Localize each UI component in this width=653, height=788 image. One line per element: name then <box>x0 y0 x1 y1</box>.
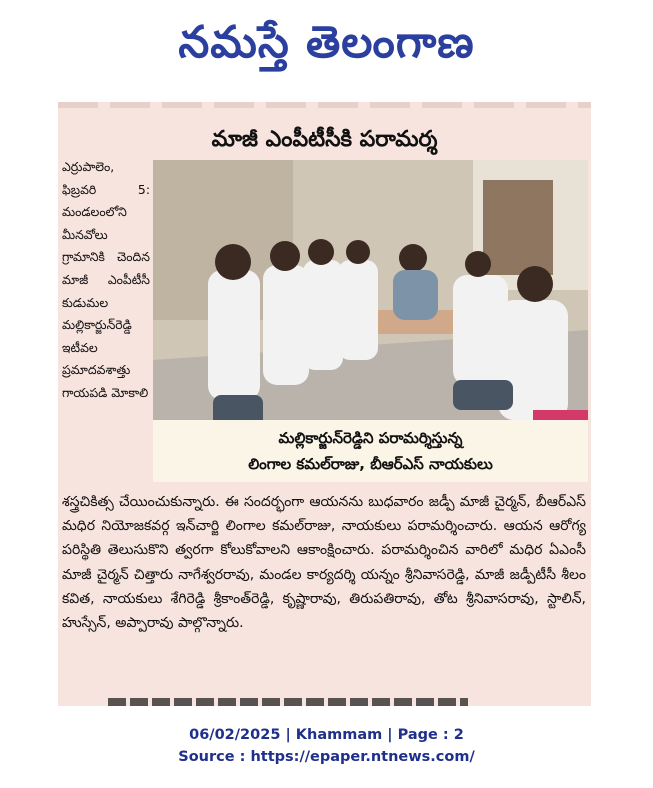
cut-next-headline-strip <box>108 698 468 706</box>
article-lead-column: ఎర్రుపాలెం, ఫిబ్రవరి 5: మండలంలోని మీనవోలు గ్రామానికి చెందిన మాజీ ఎంపీటీసీ కుడుమల మల్లికార్జున్‌రెడ్డి ఇటీవల ప్రమాదవశాత్తు గాయపడి మోకాలి <box>62 159 150 400</box>
photo-caption-line-1: మల్లికార్జున్‌రెడ్డిని పరామర్శిస్తున్న <box>278 429 463 447</box>
article-headline: మాజీ ఎంపీటీసీకి పరామర్శ <box>211 127 438 152</box>
footer-date-edition: 06/02/2025 | Khammam | Page : 2 <box>189 727 464 743</box>
cut-text-strip <box>58 102 591 108</box>
photo-caption <box>153 420 588 482</box>
footer-source: Source : https://epaper.ntnews.com/ <box>178 749 475 765</box>
article-clipping <box>58 102 591 706</box>
newspaper-masthead <box>0 4 653 82</box>
article-body: శస్త్రచికిత్స చేయించుకున్నారు. ఈ సందర్భంగా ఆయనను బుధవారం జడ్పీ మాజీ చైర్మన్, బీఆర్‌ఎస్ మధిర నియోజకవర్గ ఇన్‌చార్జి లింగాల కమల్‌రాజు, నాయకులు పరామర్శించారు. ఆయన ఆరోగ్య పరిస్థితి తెలుసుకొని త్వరగా కోలుకోవాలని ఆకాంక్షించారు. పరామర్శించిన వారిలో మధిర ఏఎంసీ మాజీ చైర్మన్ చిత్తారు నాగేశ్వరరావు, మండల కార్యదర్శి యన్నం శ్రీనివాసరెడ్డి, మాజీ జడ్పీటీసీ శీలం కవిత, నాయకులు శేగిరెడ్డి శ్రీకాంత్‌రెడ్డి, కృష్ణారావు, తిరుపతిరావు, తోట శ్రీనివాసరావు, స్టాలిన్, హుస్సేన్, అప్పారావు పాల్గొన్నారు. <box>62 494 586 632</box>
page-footer <box>0 724 653 768</box>
photo-caption-line-2: లింగాల కమల్‌రాజు, బీఆర్‌ఎస్ నాయకులు <box>248 455 493 473</box>
masthead-title: నమస్తే తెలంగాణ <box>178 17 475 68</box>
